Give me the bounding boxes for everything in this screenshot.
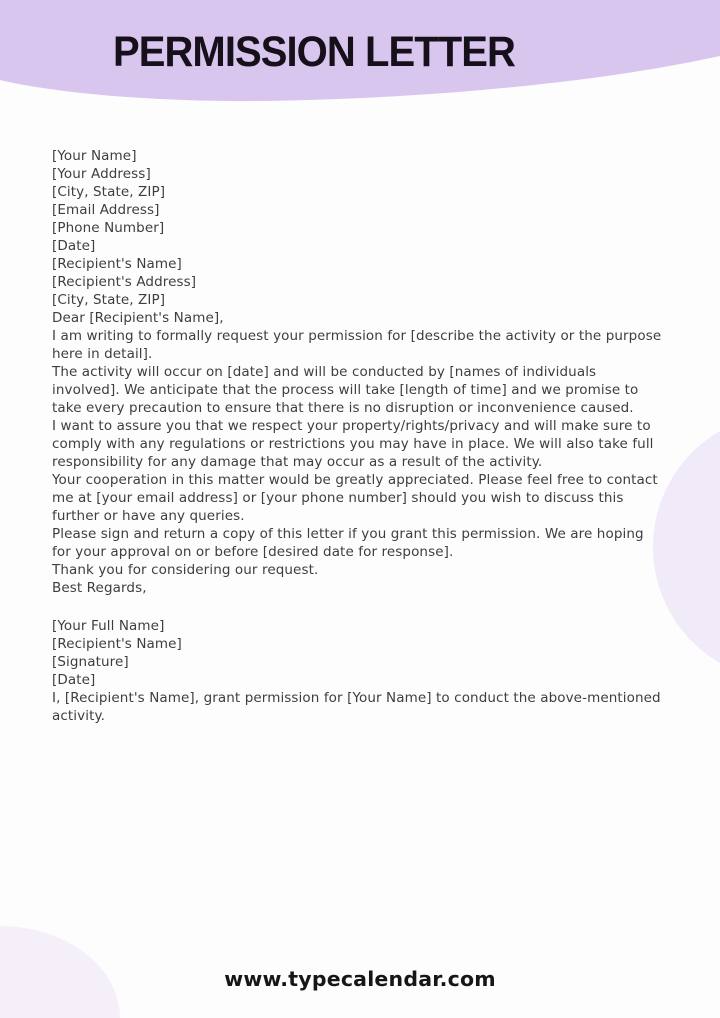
signature-block bbox=[52, 617, 666, 689]
salutation: Dear [Recipient's Name], bbox=[52, 310, 224, 326]
signature-line: [Your Full Name] bbox=[52, 618, 165, 634]
paragraph-thanks: Thank you for considering our request. bbox=[52, 562, 319, 578]
footer-url: www.typecalendar.com bbox=[224, 967, 496, 991]
address-line: [Phone Number] bbox=[52, 220, 165, 236]
address-line: [Your Address] bbox=[52, 166, 151, 182]
paragraph-sign-return: Please sign and return a copy of this letter if you grant this permission. We are hoping for your approval on or before [desired date for response]. bbox=[52, 526, 644, 560]
grant-statement: I, [Recipient's Name], grant permission for [Your Name] to conduct the above-mentioned activity. bbox=[52, 690, 661, 724]
address-line: [City, State, ZIP] bbox=[52, 184, 166, 200]
signature-line: [Date] bbox=[52, 672, 96, 688]
address-line: [Recipient's Name] bbox=[52, 256, 182, 272]
paragraph-activity-details: The activity will occur on [date] and will be conducted by [names of individuals involved]. We anticipate that the process will take [length of time] and we promise to take every precaution to ensure that there is no disruption or inconvenience caused. bbox=[52, 364, 639, 416]
letter-body bbox=[52, 147, 666, 725]
closing: Best Regards, bbox=[52, 580, 147, 596]
address-line: [City, State, ZIP] bbox=[52, 292, 166, 308]
address-line: [Recipient's Address] bbox=[52, 274, 197, 290]
page-title: PERMISSION LETTER bbox=[113, 28, 515, 76]
signature-line: [Signature] bbox=[52, 654, 129, 670]
address-line: [Email Address] bbox=[52, 202, 160, 218]
paragraph-request: I am writing to formally request your permission for [describe the activity or the purpose here in detail]. bbox=[52, 328, 662, 362]
address-line: [Date] bbox=[52, 238, 96, 254]
sender-address-block bbox=[52, 147, 666, 309]
signature-line: [Recipient's Name] bbox=[52, 636, 182, 652]
address-line: [Your Name] bbox=[52, 148, 137, 164]
paragraph-cooperation: Your cooperation in this matter would be greatly appreciated. Please feel free to contact me at [your email address] or [your phone number] should you wish to discuss this further or have any queries. bbox=[52, 472, 658, 524]
paragraph-assurance: I want to assure you that we respect your property/rights/privacy and will make sure to comply with any regulations or restrictions you may have in place. We will also take full responsibility for any damage that may occur as a result of the activity. bbox=[52, 418, 654, 470]
